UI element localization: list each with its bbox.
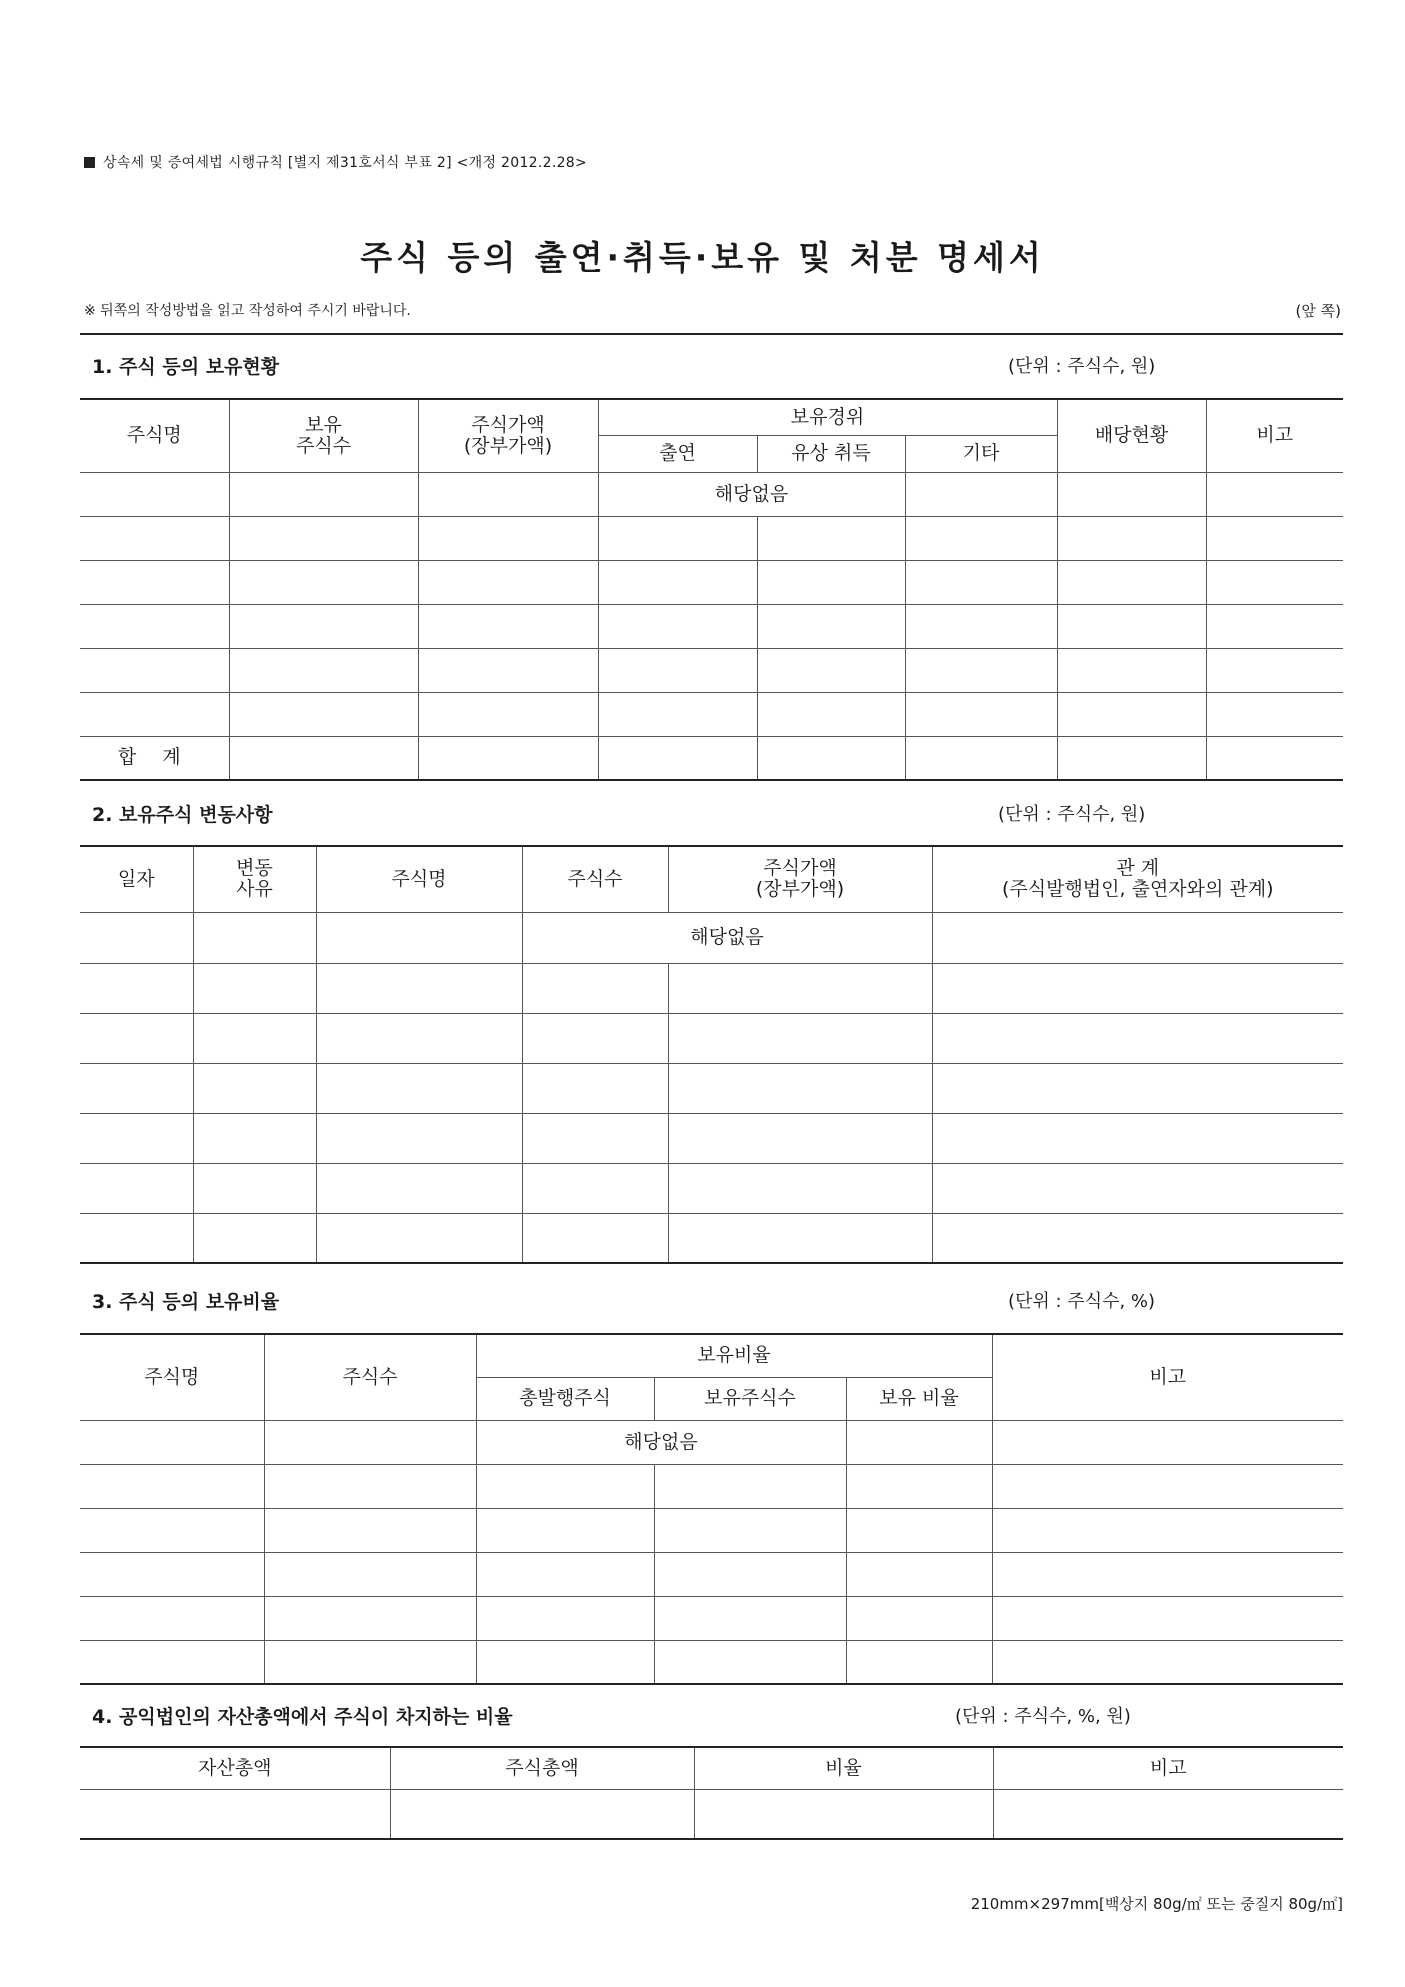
- asset-ratio-table: [80, 1746, 1343, 1840]
- table-row: [80, 1113, 1343, 1163]
- header-stock-value: 주식가액 (장부가액): [668, 846, 932, 912]
- table-row: [80, 516, 1343, 560]
- header-ratio: 비율: [694, 1747, 993, 1789]
- header-shares: 주식수: [264, 1334, 476, 1420]
- section3-unit: (단위 : 주식수, %): [1008, 1291, 1156, 1312]
- none-stamp: 해당없음: [522, 912, 932, 963]
- table-row: [80, 692, 1343, 736]
- table-row: [80, 912, 1343, 963]
- header-held-shares: 보유 주식수: [229, 399, 418, 472]
- none-stamp: 해당없음: [476, 1420, 846, 1464]
- header-held-ratio: 보유 비율: [846, 1377, 992, 1420]
- header-total-issued: 총발행주식: [476, 1377, 654, 1420]
- header-dividend: 배당현황: [1057, 399, 1206, 472]
- table-row: [80, 648, 1343, 692]
- header-remark: 비고: [992, 1334, 1343, 1420]
- law-reference: [84, 152, 587, 172]
- table-row: [80, 1552, 1343, 1596]
- table-row: [80, 1640, 1343, 1684]
- header-shares: 주식수: [522, 846, 668, 912]
- table-row: [80, 1063, 1343, 1113]
- header-acquisition-route: 보유경위: [598, 399, 1057, 435]
- header-held-shares: 보유주식수: [654, 1377, 846, 1420]
- header-other: 기타: [905, 435, 1057, 472]
- table-row: [80, 1596, 1343, 1640]
- table-row: [80, 1789, 1343, 1839]
- section2-unit: (단위 : 주식수, 원): [998, 804, 1146, 825]
- header-holding-ratio: 보유비율: [476, 1334, 992, 1377]
- section4-unit: (단위 : 주식수, %, 원): [955, 1706, 1131, 1727]
- header-stock-name: 주식명: [80, 399, 229, 472]
- law-reference-text: 상속세 및 증여세법 시행규칙 [별지 제31호서식 부표 2] <개정 2012.2.28>: [103, 155, 588, 171]
- instruction-note: ※ 뒤쪽의 작성방법을 읽고 작성하여 주시기 바랍니다.: [84, 303, 411, 319]
- table-row: [80, 1013, 1343, 1063]
- total-row: [80, 736, 1343, 780]
- header-change-reason: 변동 사유: [193, 846, 316, 912]
- table-row: [80, 1420, 1343, 1464]
- table-row: [80, 604, 1343, 648]
- table-row: [80, 1213, 1343, 1263]
- section1-unit: (단위 : 주식수, 원): [1008, 356, 1156, 377]
- table-row: [80, 963, 1343, 1013]
- page-side-label: (앞 쪽): [1295, 302, 1341, 320]
- header-paid-acquisition: 유상 취득: [757, 435, 905, 472]
- table-row: [80, 1163, 1343, 1213]
- header-remark: 비고: [1206, 399, 1343, 472]
- header-date: 일자: [80, 846, 193, 912]
- header-relation: 관 계 (주식발행법인, 출연자와의 관계): [932, 846, 1343, 912]
- changes-table: [80, 845, 1343, 1264]
- paper-spec: 210mm×297mm[백상지 80g/㎡ 또는 중질지 80g/㎡]: [970, 1895, 1343, 1913]
- header-total-stock: 주식총액: [390, 1747, 694, 1789]
- header-stock-name: 주식명: [316, 846, 522, 912]
- section2-title: 2. 보유주식 변동사항: [92, 804, 273, 826]
- header-remark: 비고: [993, 1747, 1343, 1789]
- table-row: [80, 472, 1343, 516]
- table-row: [80, 1508, 1343, 1552]
- table-row: [80, 1464, 1343, 1508]
- header-stock-name: 주식명: [80, 1334, 264, 1420]
- total-label: 합 계: [80, 736, 229, 780]
- header-stock-value: 주식가액 (장부가액): [418, 399, 598, 472]
- form-title: 주식 등의 출연·취득·보유 및 처분 명세서: [360, 238, 1045, 277]
- square-bullet-icon: [84, 157, 95, 168]
- section3-title: 3. 주식 등의 보유비율: [92, 1291, 280, 1313]
- section1-title: 1. 주식 등의 보유현황: [92, 356, 280, 378]
- header-divider: [80, 333, 1343, 335]
- ratio-table: [80, 1333, 1343, 1685]
- table-row: [80, 560, 1343, 604]
- none-stamp: 해당없음: [598, 472, 905, 516]
- holdings-table: [80, 398, 1343, 781]
- section4-title: 4. 공익법인의 자산총액에서 주식이 차지하는 비율: [92, 1706, 513, 1728]
- header-contribution: 출연: [598, 435, 757, 472]
- header-total-assets: 자산총액: [80, 1747, 390, 1789]
